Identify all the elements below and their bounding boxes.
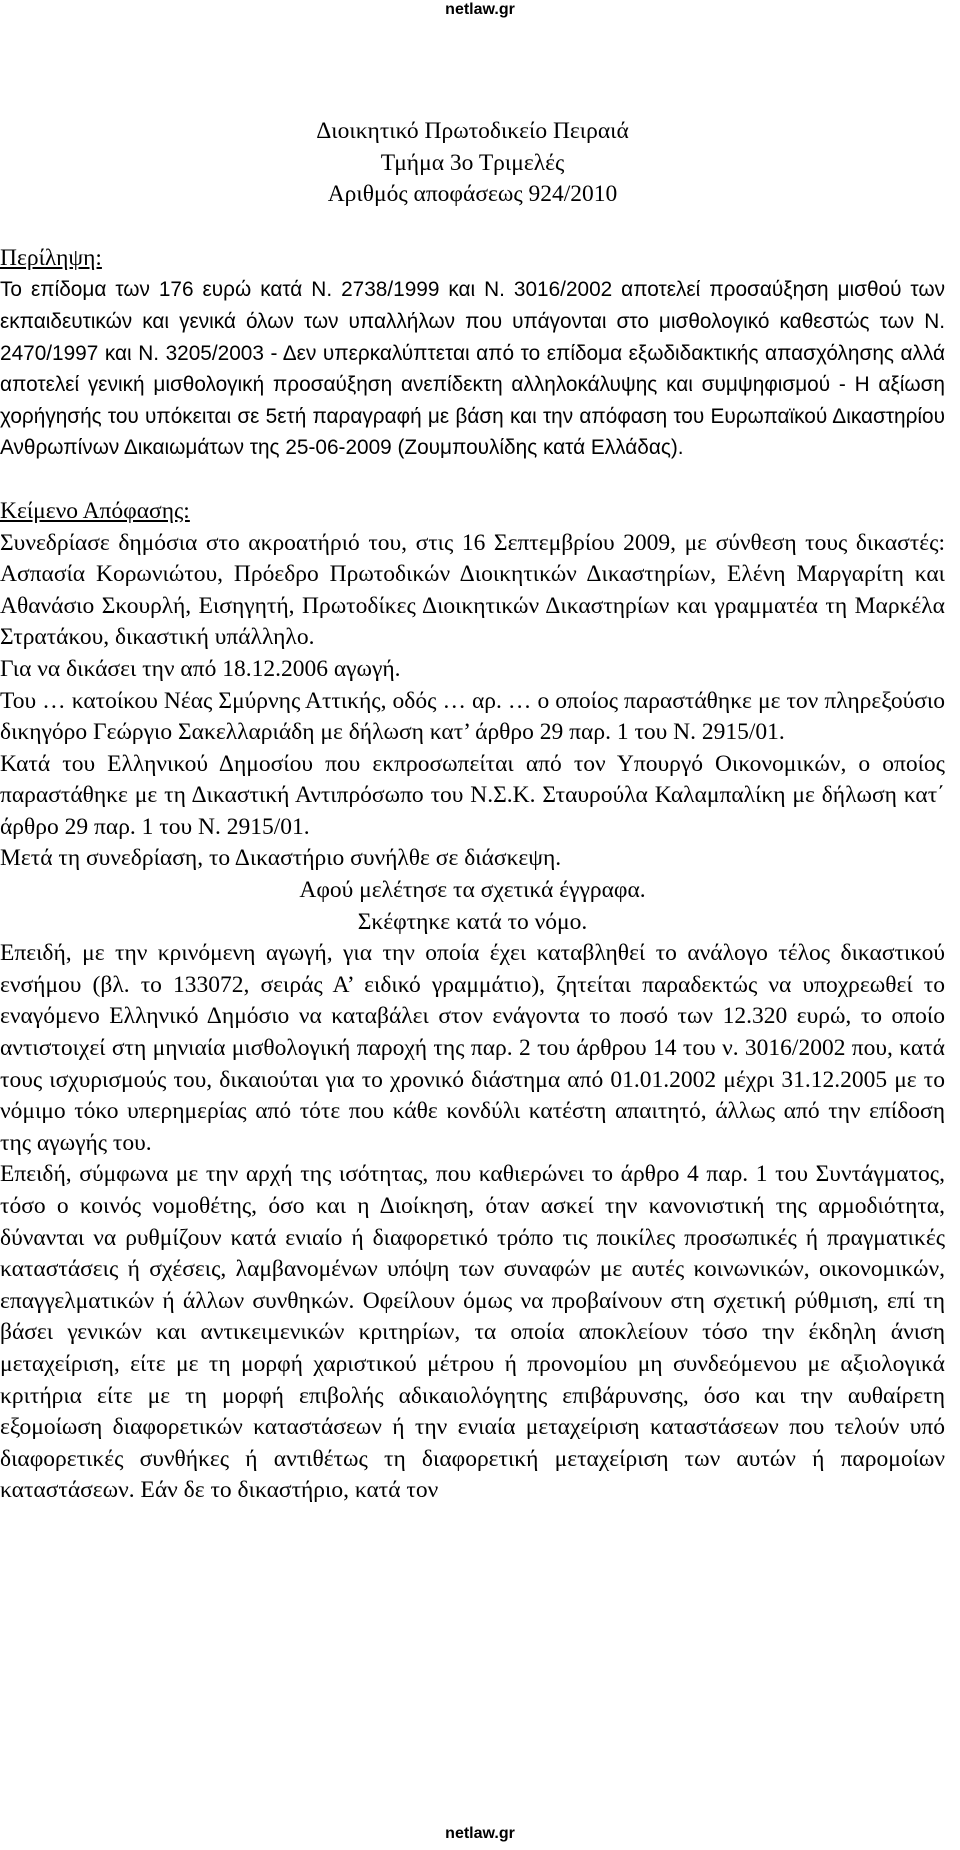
document-heading: [0, 116, 945, 211]
decision-paragraph: Μετά τη συνεδρίαση, το Δικαστήριο συνήλθε σε διάσκεψη.: [0, 845, 562, 872]
site-watermark-top: netlaw.gr: [445, 1, 515, 18]
decision-paragraph: Επειδή, σύμφωνα με την αρχή της ισότητας, που καθιερώνει το άρθρο 4 παρ. 1 του Συντάγματος, τόσο ο κοινός νομοθέτης, όσο και η Διοίκηση, όταν ασκεί την κανονιστική της αρμοδιότητα, δύνανται να ρυθμίζουν κατά ενιαίο ή διαφορετικό τρόπο τις ποικίλες προσωπικές ή πραγματικές καταστάσεις ή σχέσεις, λαμβανομένων υπόψη των συναφών με αυτές κοινωνικών, οικονομικών, επαγγελματικών ή άλλων συνθηκών. Οφείλουν όμως να προβαίνουν στη σχετική ρύθμιση, επί τη βάσει γενικών και αντικειμενικών κριτηρίων, τα οποία αποκλείουν τόσο την έκδηλη άνιση μεταχείριση, είτε με τη μορφή χαριστικού μέτρου ή προνομίου μη συνδεόμενου με αξιολογικά κριτήρια είτε με τη μορφή επιβολής αδικαιολόγητης επιβάρυνσης, όσο και την αυθαίρετη εξομοίωση διαφορετικών καταστάσεων ή την ενιαία μεταχείριση καταστάσεων που τελούν υπό διαφορετικές συνθήκες ή αντιθέτως τη διαφορετική μεταχείριση των αυτών ή παρομοίων καταστάσεων. Εάν δε το δικαστήριο, κατά τον: [0, 1161, 945, 1504]
site-watermark-bottom: netlaw.gr: [445, 1825, 515, 1842]
summary-text: Το επίδομα των 176 ευρώ κατά Ν. 2738/1999 και Ν. 3016/2002 αποτελεί προσαύξηση μισθού των εκπαιδευτικών και γενικά όλων των υπαλλήλων που υπάγονται στο μισθολογικό καθεστώς των Ν. 2470/1997 και Ν. 3205/2003 - Δεν υπερκαλύπτεται από το επίδομα εξωδιδακτικής απασχόλησης αλλά αποτελεί γενική μισθολογική προσαύξηση ανεπίδεκτη αλληλοκάλυψης και συμψηφισμού - Η αξίωση χορήγησής του υπόκειται σε 5ετή παραγραφή με βάση και την απόφαση του Ευρωπαϊκού Δικαστηρίου Ανθρωπίνων Δικαιωμάτων της 25-06-2009 (Ζουμπουλίδης κατά Ελλάδας).: [0, 278, 945, 460]
summary-label: Περίληψη:: [0, 244, 102, 271]
court-section: Τμήμα 3ο Τριμελές: [380, 149, 565, 176]
decision-paragraph: Για να δικάσει την από 18.12.2006 αγωγή.: [0, 655, 401, 682]
document-page: [0, 116, 945, 1507]
decision-text-label: Κείμενο Απόφασης:: [0, 497, 190, 524]
decision-paragraph: Κατά του Ελληνικού Δημοσίου που εκπροσωπείται από τον Υπουργό Οικονομικών, ο οποίος παραστάθηκε με τη Δικαστική Αντιπρόσωπο του Ν.Σ.Κ. Σταυρούλα Καλαμπαλίκη με δήλωση κατ΄ άρθρο 29 παρ. 1 του Ν. 2915/01.: [0, 750, 945, 840]
court-name: Διοικητικό Πρωτοδικείο Πειραιά: [316, 118, 629, 144]
decision-centered-line: Αφού μελέτησε τα σχετικά έγγραφα.: [299, 877, 646, 904]
decision-centered-line: Σκέφτηκε κατά το νόμο.: [357, 908, 588, 935]
decision-number: Αριθμός αποφάσεως 924/2010: [327, 181, 618, 208]
decision-paragraph: Συνεδρίασε δημόσια στο ακροατήριό του, στις 16 Σεπτεμβρίου 2009, με σύνθεση τους δικαστές: Ασπασία Κορωνιώτου, Πρόεδρο Πρωτοδικών Διοικητικών Δικαστηρίων, Ελένη Μαργαρίτη και Αθανάσιο Σκουρλή, Εισηγητή, Πρωτοδίκες Διοικητικών Δικαστηρίων και γραμματέα τη Μαρκέλα Στρατάκου, δικαστική υπάλληλο.: [0, 529, 945, 651]
decision-paragraph: Του … κατοίκου Νέας Σμύρνης Αττικής, οδός … αρ. … ο οποίος παραστάθηκε με τον πληρεξούσιο δικηγόρο Γεώργιο Σακελλαριάδη με δήλωση κατ’ άρθρο 29 παρ. 1 του Ν. 2915/01.: [0, 687, 945, 746]
decision-paragraph: Επειδή, με την κρινόμενη αγωγή, για την οποία έχει καταβληθεί το ανάλογο τέλος δικαστικού ενσήμου (βλ. το 133072, σειράς Α’ ειδικό γραμμάτιο), ζητείται παραδεκτώς να υποχρεωθεί το εναγόμενο Ελληνικό Δημόσιο να καταβάλει στον ενάγοντα το ποσό των 12.320 ευρώ, το οποίο αντιστοιχεί στη μηνιαία μισθολογική παροχή της παρ. 2 του άρθρου 14 του ν. 3016/2002 που, κατά τους ισχυρισμούς του, δικαιούται για το χρονικό διάστημα από 01.01.2002 μέχρι 31.12.2005 με το νόμιμο τόκο υπερημερίας από τότε που κάθε κονδύλι κατέστη απαιτητό, άλλως από την επίδοση της αγωγής του.: [0, 940, 945, 1156]
